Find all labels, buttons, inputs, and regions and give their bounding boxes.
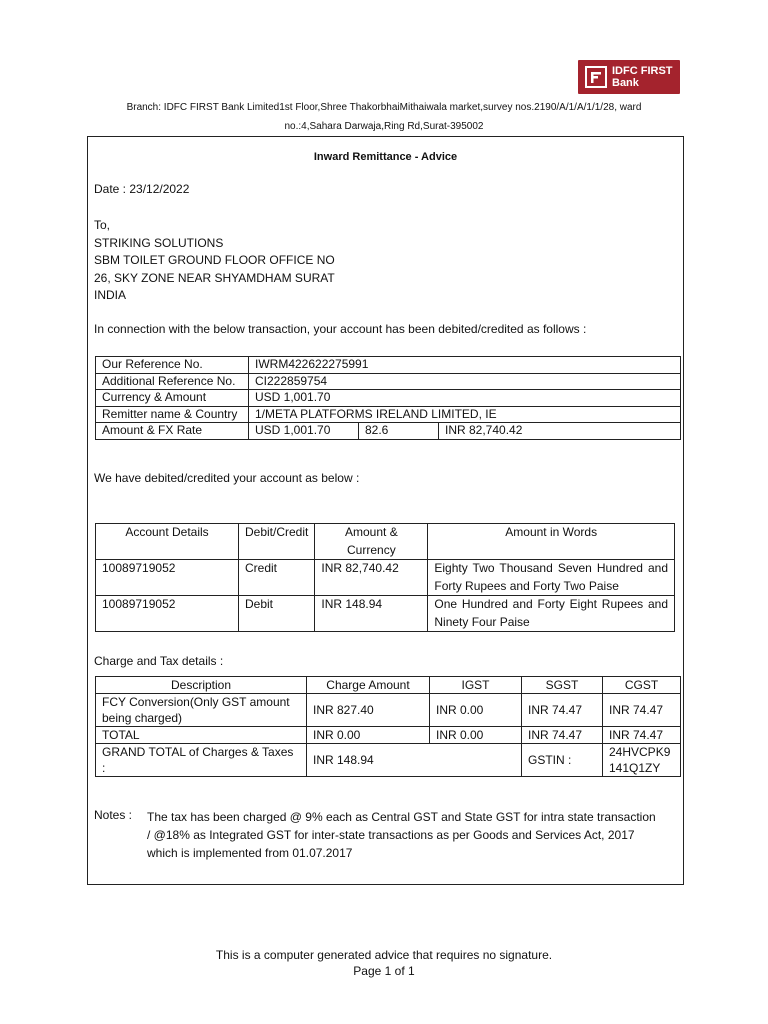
amount-currency: INR 148.94 — [315, 596, 428, 632]
col-header-amount-line1: Amount & — [345, 525, 398, 539]
col-header-type: Debit/Credit — [239, 524, 315, 560]
branch-line-1: Branch: IDFC FIRST Bank Limited1st Floor,Shree ThakorbhaiMithaiwala market,survey nos.2190/A/1/A/1/1/28, ward — [126, 102, 642, 113]
to-label: To, — [94, 218, 111, 232]
ref-value: CI222859754 — [249, 373, 681, 390]
ref-value: USD 1,001.70 — [249, 390, 681, 407]
charge-description: FCY Conversion(Only GST amount being charged) — [96, 694, 307, 727]
address-line: 26, SKY ZONE NEAR SHYAMDHAM SURAT — [94, 270, 335, 285]
amount-currency: INR 82,740.42 — [315, 560, 428, 596]
charge-amount: INR 0.00 — [307, 727, 430, 744]
grand-total-label: GRAND TOTAL of Charges & Taxes : — [96, 744, 307, 777]
col-header-cgst: CGST — [603, 677, 681, 694]
page-number: Page 1 of 1 — [353, 964, 415, 978]
table-row — [96, 357, 681, 374]
table-row — [96, 423, 681, 440]
sgst-amount: INR 74.47 — [522, 694, 603, 727]
table-row — [96, 406, 681, 423]
gstin-line2: 141Q1ZY — [609, 761, 661, 775]
reference-table — [95, 356, 681, 440]
account-table — [95, 523, 675, 632]
table-header-row — [96, 524, 675, 560]
cgst-amount: INR 74.47 — [603, 727, 681, 744]
branch-address — [100, 98, 668, 136]
fx-rate: 82.6 — [359, 423, 439, 440]
account-intro: We have debited/credited your account as below : — [94, 471, 360, 485]
ref-label: Our Reference No. — [96, 357, 249, 374]
bank-logo — [578, 60, 680, 94]
debit-credit: Credit — [239, 560, 315, 596]
bank-logo-icon — [585, 66, 607, 88]
advice-title: Inward Remittance - Advice — [313, 151, 458, 163]
table-row — [96, 560, 675, 596]
table-row — [96, 744, 681, 777]
notes-label: Notes : — [94, 808, 133, 822]
col-header-account: Account Details — [96, 524, 239, 560]
col-header-amount-line2: Currency — [347, 542, 396, 557]
branch-line-2: no.:4,Sahara Darwaja,Ring Rd,Surat-395002 — [284, 121, 484, 132]
table-header-row — [96, 677, 681, 694]
fx-converted: INR 82,740.42 — [439, 423, 681, 440]
igst-amount: INR 0.00 — [430, 727, 522, 744]
transaction-intro: In connection with the below transaction, your account has been debited/credited as follows : — [94, 322, 587, 336]
bank-logo-text — [612, 65, 673, 89]
table-row — [96, 373, 681, 390]
table-row — [96, 596, 675, 632]
col-header-description: Description — [96, 677, 307, 694]
table-row — [96, 727, 681, 744]
cgst-amount: INR 74.47 — [603, 694, 681, 727]
gstin-value — [603, 744, 681, 777]
debit-credit: Debit — [239, 596, 315, 632]
charges-intro: Charge and Tax details : — [94, 654, 224, 668]
footer-disclaimer: This is a computer generated advice that requires no signature. — [215, 948, 553, 962]
ref-label: Currency & Amount — [96, 390, 249, 407]
col-header-charge: Charge Amount — [307, 677, 430, 694]
charge-amount: INR 827.40 — [307, 694, 430, 727]
charges-table — [95, 676, 681, 777]
address-line: STRIKING SOLUTIONS — [94, 235, 224, 250]
ref-label: Remitter name & Country — [96, 406, 249, 423]
gstin-line1: 24HVCPK9 — [609, 745, 671, 759]
ref-value: IWRM422622275991 — [249, 357, 681, 374]
gstin-label: GSTIN : — [522, 744, 603, 777]
recipient-address — [94, 217, 335, 305]
account-number: 10089719052 — [96, 560, 239, 596]
sgst-amount: INR 74.47 — [522, 727, 603, 744]
advice-date: Date : 23/12/2022 — [94, 182, 190, 196]
col-header-words: Amount in Words — [428, 524, 675, 560]
advice-frame — [87, 136, 684, 885]
account-number: 10089719052 — [96, 596, 239, 632]
col-header-sgst: SGST — [522, 677, 603, 694]
grand-total-amount: INR 148.94 — [307, 744, 522, 777]
charge-description: TOTAL — [96, 727, 307, 744]
fx-amount: USD 1,001.70 — [249, 423, 359, 440]
col-header-amount — [315, 524, 428, 560]
notes-text: The tax has been charged @ 9% each as Central GST and State GST for intra state transaction / @18% as Integrated GST for inter-state transactions as per Goods and Services Act, 2017 which is implemented from 01.07.2017 — [147, 810, 656, 860]
amount-in-words: One Hundred and Forty Eight Rupees and Ninety Four Paise — [428, 596, 675, 632]
ref-label: Additional Reference No. — [96, 373, 249, 390]
bank-logo-line1: IDFC FIRST — [612, 65, 673, 77]
address-line: SBM TOILET GROUND FLOOR OFFICE NO — [94, 253, 335, 267]
bank-logo-line2: Bank — [612, 77, 639, 89]
table-row — [96, 694, 681, 727]
fx-label: Amount & FX Rate — [96, 423, 249, 440]
igst-amount: INR 0.00 — [430, 694, 522, 727]
ref-value: 1/META PLATFORMS IRELAND LIMITED, IE — [249, 406, 681, 423]
address-line: INDIA — [94, 288, 127, 302]
col-header-igst: IGST — [430, 677, 522, 694]
table-row — [96, 390, 681, 407]
amount-in-words: Eighty Two Thousand Seven Hundred and Forty Rupees and Forty Two Paise — [428, 560, 675, 596]
